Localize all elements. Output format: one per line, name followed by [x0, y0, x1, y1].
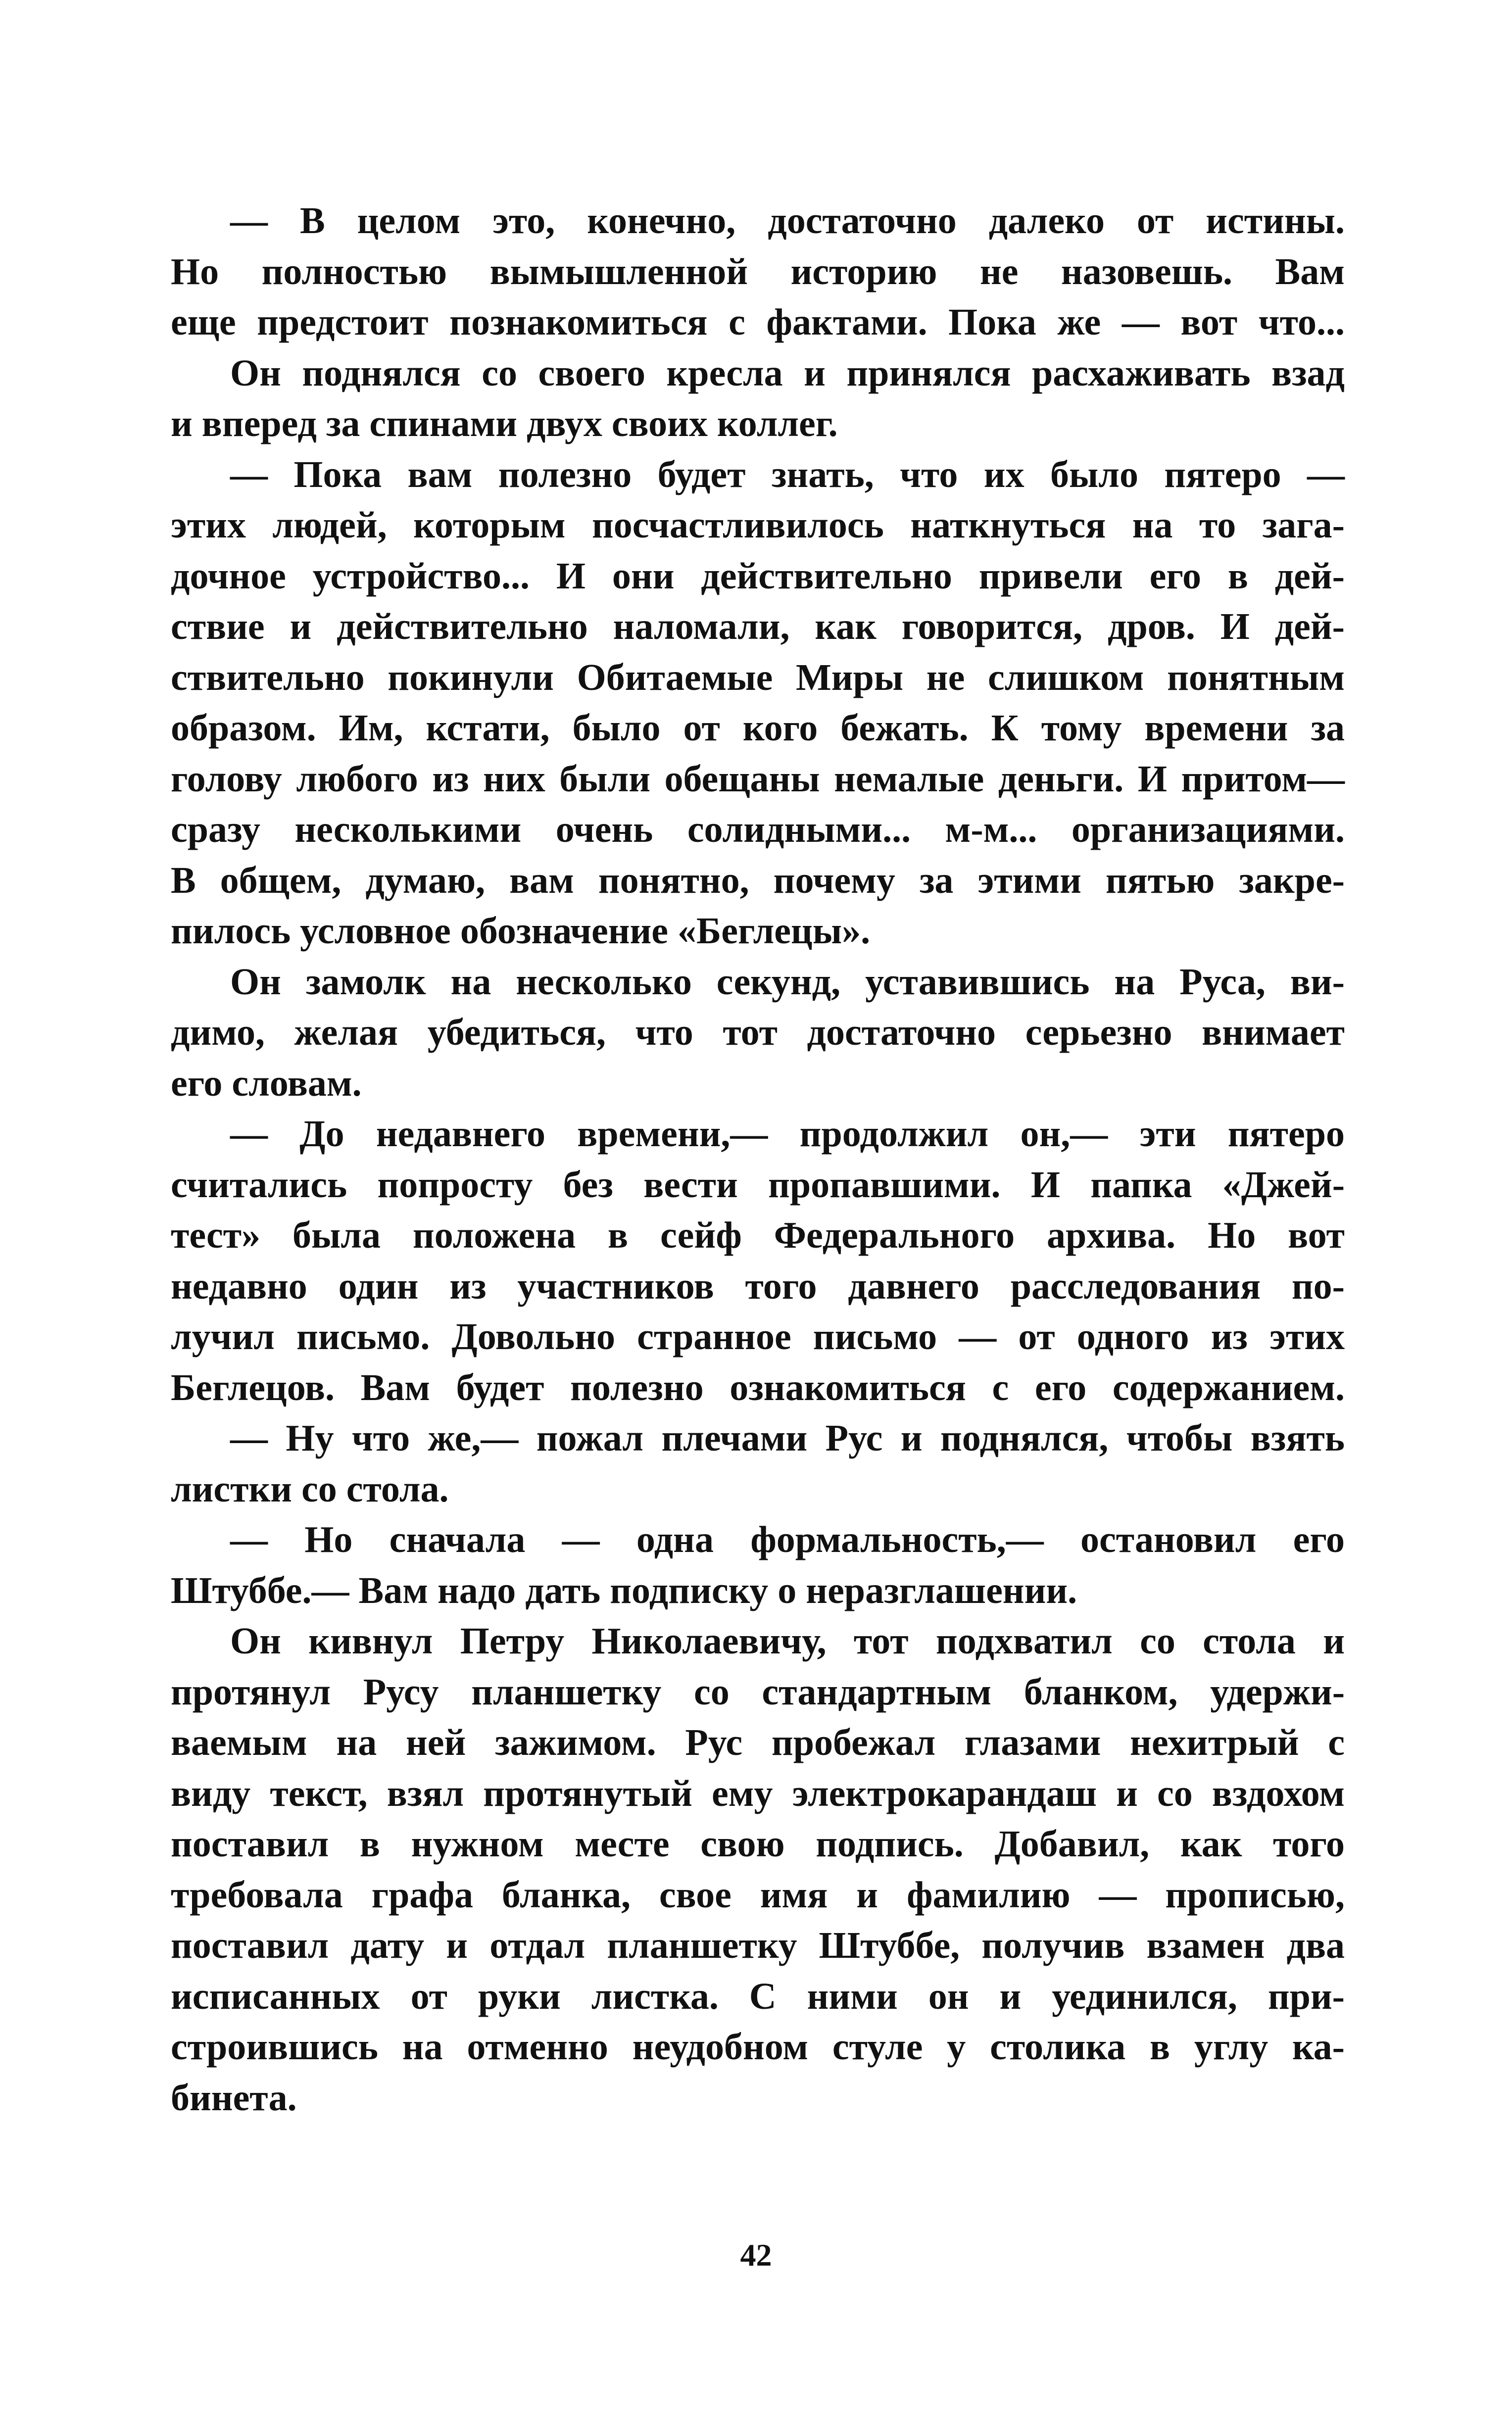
text-line: — Пока вам полезно будет знать, что их было пятеро —: [230, 453, 1345, 495]
text-line: — В целом это, конечно, достаточно далеко от истины.: [230, 200, 1345, 242]
text-line: требовала графа бланка, свое имя и фамилию — прописью,: [171, 1874, 1345, 1916]
text-line: листки со стола.: [171, 1468, 449, 1510]
text-line: строившись на отменно неудобном стуле у столика в углу ка-: [171, 2026, 1345, 2068]
text-line: поставил дату и отдал планшетку Штуббе, получив взамен два: [171, 1925, 1345, 1966]
text-line: протянул Русу планшетку со стандартным бланком, удержи-: [171, 1671, 1345, 1713]
text-line: Беглецов. Вам будет полезно ознакомиться с его содержанием.: [171, 1366, 1345, 1408]
text-line: ствительно покинули Обитаемые Миры не слишком понятным: [171, 656, 1345, 698]
text-line: его словам.: [171, 1062, 362, 1104]
body-text: [171, 195, 1345, 2123]
text-line: Он кивнул Петру Николаевичу, тот подхватил со стола и: [230, 1620, 1345, 1662]
text-line: образом. Им, кстати, было от кого бежать. К тому времени за: [171, 707, 1345, 749]
text-line: — Ну что же,— пожал плечами Рус и поднялся, чтобы взять: [230, 1417, 1345, 1459]
text-line: дочное устройство... И они действительно привели его в дей-: [171, 555, 1345, 597]
text-line: считались попросту без вести пропавшими. И папка «Джей-: [171, 1163, 1345, 1206]
text-line: и вперед за спинами двух своих коллег.: [171, 403, 838, 444]
text-line: ваемым на ней зажимом. Рус пробежал глазами нехитрый с: [171, 1722, 1345, 1763]
text-line: — Но сначала — одна формальность,— остановил его: [230, 1519, 1345, 1560]
text-line: Он поднялся со своего кресла и принялся расхаживать взад: [230, 352, 1345, 394]
text-line: исписанных от руки листка. С ними он и уединился, при-: [171, 1975, 1345, 2017]
text-line: лучил письмо. Довольно странное письмо — от одного из этих: [171, 1316, 1345, 1357]
text-line: — До недавнего времени,— продолжил он,— эти пятеро: [230, 1113, 1345, 1155]
text-line: Штуббе.— Вам надо дать подписку о неразглашении.: [171, 1569, 1077, 1611]
text-line: еще предстоит познакомиться с фактами. Пока же — вот что...: [171, 301, 1345, 343]
text-line: бинета.: [171, 2077, 297, 2119]
page-number: 42: [740, 2237, 772, 2273]
text-line: голову любого из них были обещаны немалые деньги. И притом—: [171, 758, 1345, 800]
text-line: этих людей, которым посчастливилось наткнуться на то зага-: [171, 504, 1345, 546]
text-line: В общем, думаю, вам понятно, почему за этими пятью закре-: [171, 859, 1345, 901]
text-line: тест» была положена в сейф Федерального архива. Но вот: [171, 1214, 1345, 1256]
text-line: Он замолк на несколько секунд, уставившись на Руса, ви-: [230, 961, 1345, 1003]
text-line: недавно один из участников того давнего расследования по-: [171, 1265, 1345, 1307]
text-line: пилось условное обозначение «Беглецы».: [171, 910, 871, 952]
text-line: сразу несколькими очень солидными... м-м... организациями.: [171, 809, 1345, 850]
text-line: димо, желая убедиться, что тот достаточно серьезно внимает: [171, 1012, 1345, 1053]
text-line: поставил в нужном месте свою подпись. Добавил, как того: [171, 1823, 1345, 1865]
text-line: виду текст, взял протянутый ему электрокарандаш и со вздохом: [171, 1772, 1345, 1814]
text-line: Но полностью вымышленной историю не назовешь. Вам: [171, 250, 1345, 292]
text-line: ствие и действительно наломали, как говорится, дров. И дей-: [171, 606, 1345, 647]
